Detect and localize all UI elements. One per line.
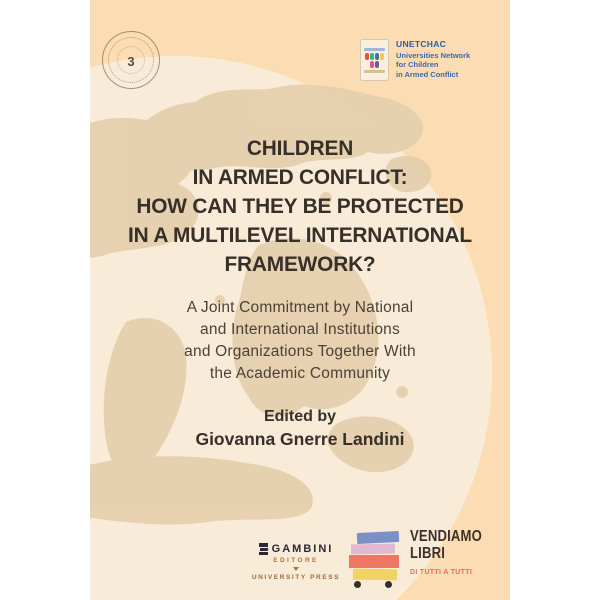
unetchac-icon-base-bar [364, 70, 385, 73]
unetchac-line: in Armed Conflict [396, 69, 459, 79]
title-line: HOW CAN THEY BE PROTECTED [136, 194, 464, 218]
vendiamo-libri-logo [347, 524, 498, 588]
gambini-editore-logo [250, 543, 342, 581]
book-bar-pink [351, 544, 395, 555]
series-seal [102, 31, 160, 89]
book-cart-icon [347, 524, 401, 588]
editor-name: Giovanna Gnerre Landini [195, 429, 405, 449]
book-bar-coral [349, 555, 399, 568]
book-title [96, 134, 503, 279]
gambini-name: GAMBINI [271, 543, 334, 555]
vendiamo-name-line: LIBRI [410, 545, 446, 562]
unetchac-icon-top-bar [364, 48, 385, 51]
title-line: CHILDREN [246, 136, 354, 160]
gambini-editore-label: EDITORE [273, 557, 319, 564]
subtitle-line: and Organizations Together With [184, 343, 416, 360]
vendiamo-tagline: DI TUTTI A TUTTI [410, 567, 473, 576]
seal-number: 3 [127, 53, 135, 69]
unetchac-logo [360, 39, 470, 81]
subtitle-line: the Academic Community [209, 365, 391, 382]
book-subtitle [90, 297, 510, 385]
title-line: FRAMEWORK? [224, 252, 376, 276]
book-bar-yellow [353, 569, 397, 581]
unetchac-logo-icon [360, 39, 389, 81]
edited-by [90, 406, 510, 451]
title-line: IN A MULTILEVEL INTERNATIONAL [128, 223, 472, 247]
unetchac-children-figures-icon [364, 53, 386, 68]
vendiamo-text [410, 524, 498, 576]
unetchac-line: for Children [396, 60, 439, 69]
vendiamo-name-line: VENDIAMO [410, 528, 483, 545]
subtitle-line: and International Institutions [200, 321, 400, 338]
book-bar-blue [357, 531, 400, 544]
book-cover [90, 0, 510, 600]
gambini-separator-icon [293, 567, 299, 571]
unetchac-text [396, 39, 470, 81]
university-press-label: UNIVERSITY PRESS [251, 574, 341, 581]
unetchac-name: UNETCHAC [396, 39, 447, 49]
edited-by-label: Edited by [263, 408, 336, 425]
unetchac-line: Universities Network [396, 50, 471, 60]
gambini-logo-icon [259, 543, 269, 555]
cart-wheel-icon [354, 581, 361, 588]
title-line: IN ARMED CONFLICT: [192, 165, 408, 189]
cart-wheel-icon [385, 581, 392, 588]
subtitle-line: A Joint Commitment by National [186, 299, 414, 316]
